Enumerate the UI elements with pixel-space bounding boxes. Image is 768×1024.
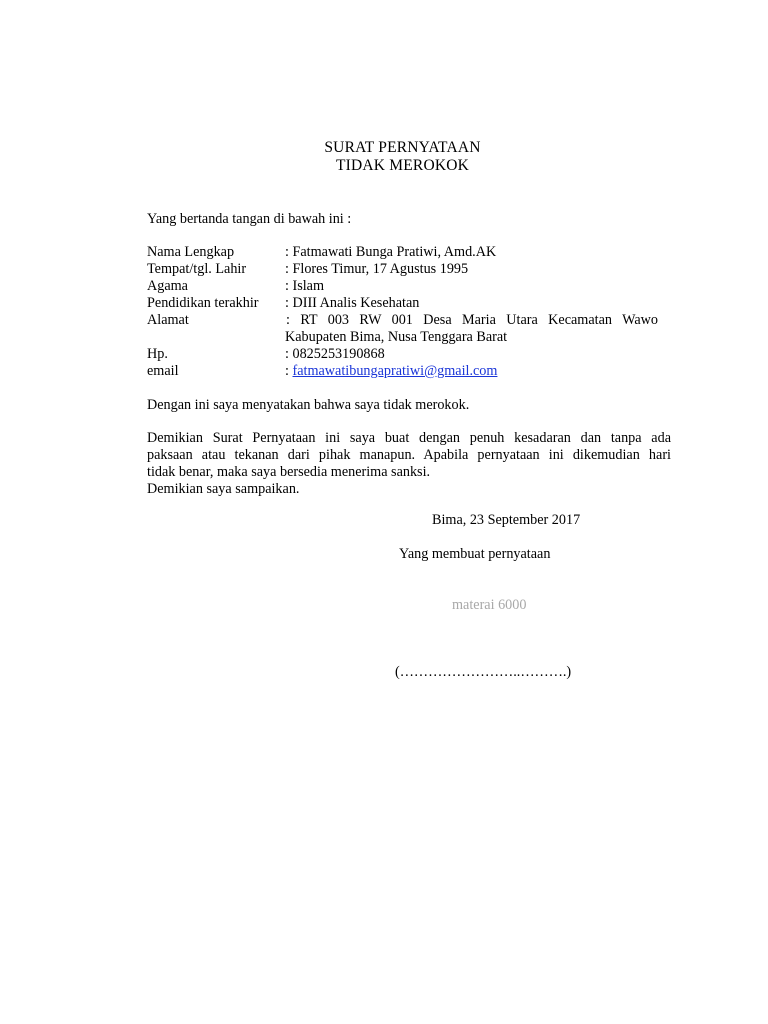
signature-line: (……………………..……….) [395,664,572,680]
place-date: Bima, 23 September 2017 [432,512,581,528]
closing-line-3: tidak benar, maka saya bersedia menerima sanksi. [147,464,431,480]
address-label: Alamat [147,312,189,328]
address-value-line2: Kabupaten Bima, Nusa Tenggara Barat [285,329,508,345]
address-value-line1: : RT 003 RW 001 Desa Maria Utara Kecamatan Wawo [286,312,658,328]
signer-label: Yang membuat pernyataan [399,546,551,562]
statement-text: Dengan ini saya menyatakan bahwa saya tidak merokok. [147,397,470,413]
education-label: Pendidikan terakhir [147,295,259,311]
birth-label: Tempat/tgl. Lahir [147,261,247,277]
closing-line-1: Demikian Surat Pernyataan ini saya buat dengan penuh kesadaran dan tanpa ada [147,430,671,446]
birth-value: : Flores Timur, 17 Agustus 1995 [285,261,469,277]
phone-value: : 0825253190868 [285,346,385,362]
intro-text: Yang bertanda tangan di bawah ini : [147,211,352,227]
document-title: SURAT PERNYATAAN [324,139,481,156]
email-prefix: : [285,363,293,379]
stamp-label: materai 6000 [452,597,527,613]
email-link[interactable]: fatmawatibungapratiwi@gmail.com [292,363,498,379]
document-subtitle: TIDAK MEROKOK [335,157,470,174]
name-label: Nama Lengkap [147,244,235,260]
religion-label: Agama [147,278,188,294]
religion-value: : Islam [285,278,325,294]
phone-label: Hp. [147,346,168,362]
name-value: : Fatmawati Bunga Pratiwi, Amd.AK [285,244,497,260]
closing-paragraph [147,430,671,498]
email-row [285,363,497,380]
email-label: email [147,363,179,379]
closing-line-2: paksaan atau tekanan dari pihak manapun. Apabila pernyataan ini dikemudian hari [147,447,671,463]
closing-line-4: Demikian saya sampaikan. [147,481,300,497]
education-value: : DIII Analis Kesehatan [285,295,420,311]
